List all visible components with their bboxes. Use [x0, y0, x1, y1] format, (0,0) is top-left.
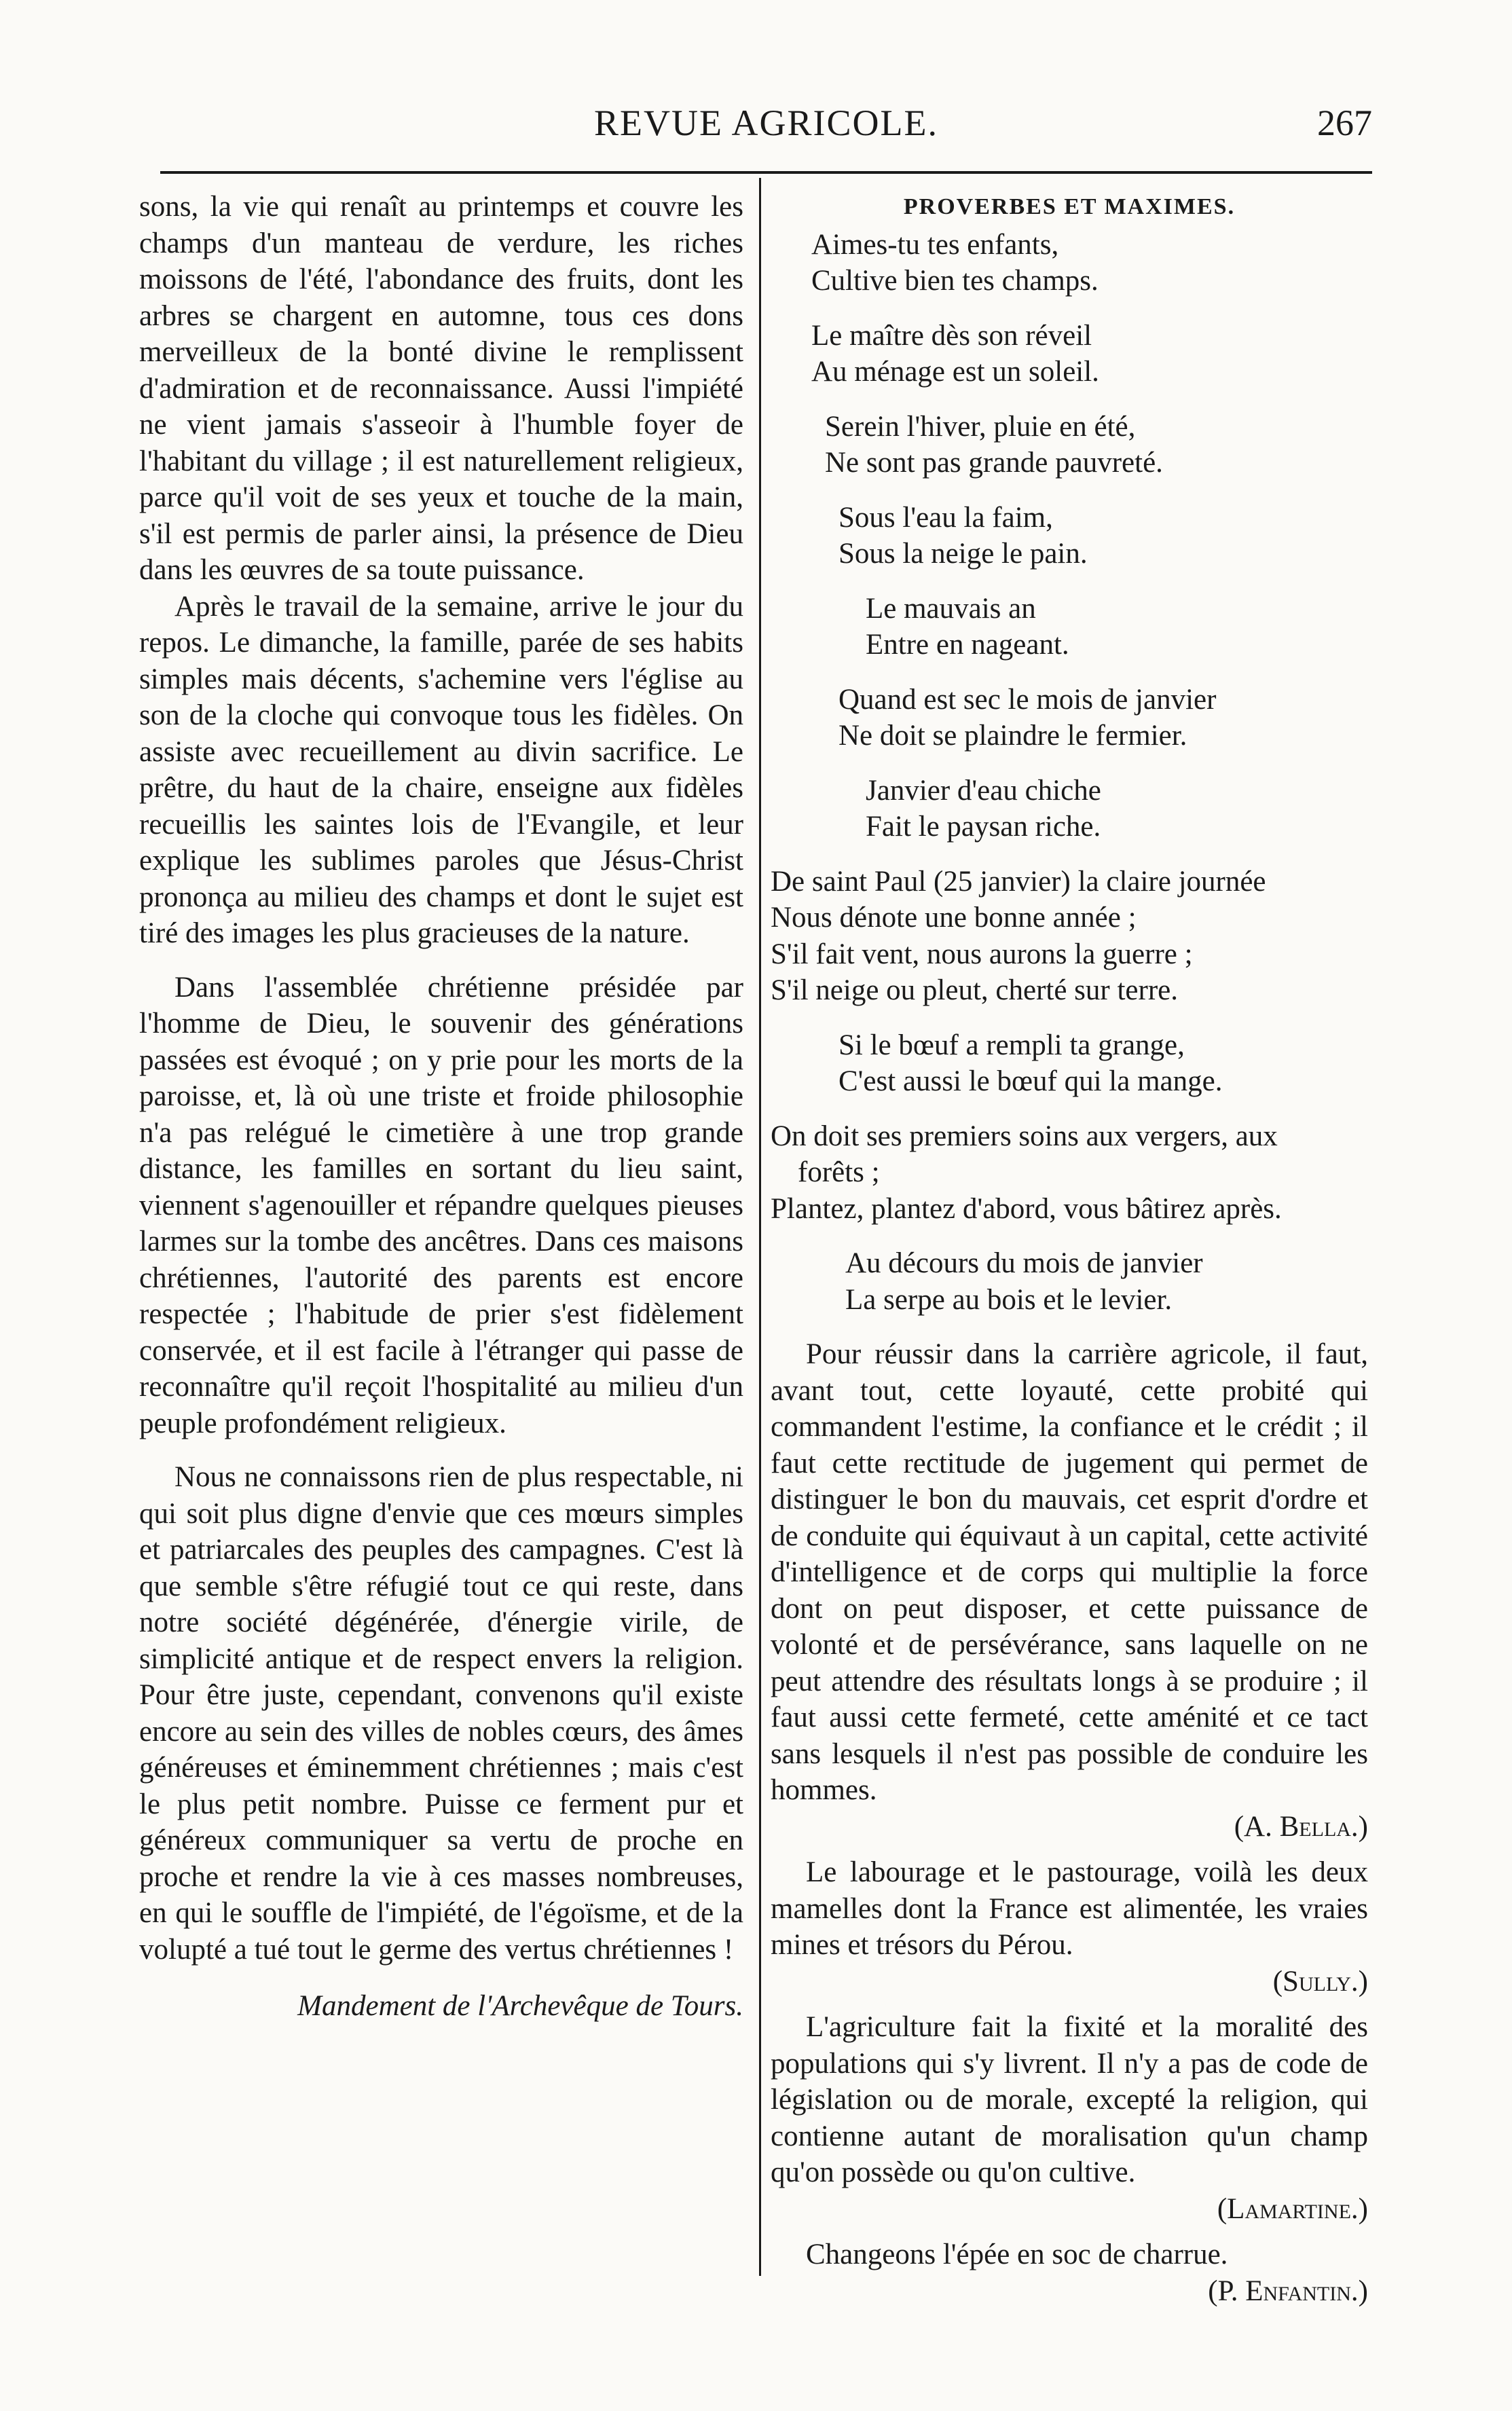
page-number: 267	[1317, 103, 1372, 143]
paragraph: Nous ne connaissons rien de plus respectable, ni qui soit plus digne d'envie que ces mœurs simples et patriarcales des peuples des campagnes. C'est là que semble s'être réfugié tout ce qui reste, dans notre société dégénérée, d'énergie virile, de simplicité antique et de respect envers la religion. Pour être juste, cependant, convenons qu'il existe encore au sein des villes de nobles cœurs, des âmes généreuses et éminemment chrétiennes ; mais c'est le plus petit nombre. Puisse ce ferment pur et généreux communiquer sa vertu de proche en proche et rendre la vie à ces masses nombreuses, en qui le souffle de l'impiété, de l'égoïsme, et de la volupté a tué tout le germe des vertus chrétiennes !	[139, 1461, 743, 1966]
proverb-line: Ne sont pas grande pauvreté.	[825, 447, 1163, 479]
proverb-line: S'il fait vent, nous aurons la guerre ;	[771, 938, 1193, 970]
proverb	[838, 682, 1368, 754]
proverb	[798, 500, 1368, 572]
paragraph: sons, la vie qui renaît au printemps et couvre les champs d'un manteau de verdure, les riches moissons de l'été, l'abondance des fruits, dont les arbres se chargent en automne, tous ces dons merveilleux de la bonté divine le remplissent d'admiration et de reconnaissance. Aussi l'impiété ne vient jamais s'asseoir à l'humble foyer de l'habitant du village ; il est naturellement religieux, parce qu'il voit de ses yeux et touche de la main, s'il est permis de parler ainsi, la présence de Dieu dans les œuvres de sa toute puissance.	[139, 191, 743, 586]
quote-author: (Sully.)	[1272, 1965, 1368, 1998]
left-column	[139, 189, 743, 2025]
quote	[771, 2237, 1368, 2309]
proverb-line: Plantez, plantez d'abord, vous bâtirez après.	[771, 1192, 1282, 1225]
proverb-line: Cultive bien tes champs.	[811, 265, 1099, 297]
quote-text: Le labourage et le pastourage, voilà les deux mamelles dont la France est alimentée, les vraies mines et trésors du Pérou.	[771, 1856, 1368, 1961]
quote	[771, 1854, 1368, 2000]
proverb-line: forêts ;	[798, 1156, 880, 1188]
proverb	[771, 1118, 1368, 1228]
paragraph: Dans l'assemblée chrétienne présidée par l'homme de Dieu, le souvenir des générations passées est évoqué ; on y prie pour les morts de la paroisse, et, là où une triste et froide philosophie n'a pas relégué le cimetière à une trop grande distance, les familles en sortant du lieu saint, viennent s'agenouiller et répandre quelques pieuses larmes sur la tombe des ancêtres. Dans ces maisons chrétiennes, l'autorité des parents est encore respectée ; l'habitude de prier s'est fidèlement conservée, et il est facile à l'étranger qui passe de reconnaître qu'il reçoit l'hospitalité au milieu d'un peuple profondément religieux.	[139, 971, 743, 1439]
proverb-line: Nous dénote une bonne année ;	[771, 902, 1137, 934]
section-heading: PROVERBES ET MAXIMES.	[903, 194, 1236, 219]
proverb-line: Aimes-tu tes enfants,	[811, 228, 1059, 261]
proverb-line: Entre en nageant.	[866, 629, 1069, 661]
header-rule	[160, 171, 1372, 174]
quote-text: L'agriculture fait la fixité et la moralité des populations qui s'y livrent. Il n'y a pas de code de législation ou de morale, excepté la religion, qui contienne autant de moralisation qu'un champ qu'on possède ou qu'on cultive.	[771, 2011, 1368, 2188]
proverb-line: Au décours du mois de janvier	[845, 1247, 1203, 1279]
proverb-line: Serein l'hiver, pluie en été,	[825, 410, 1136, 443]
proverb-line: On doit ses premiers soins aux vergers, aux	[771, 1120, 1278, 1152]
proverb	[750, 409, 1368, 481]
proverb-line: Le maître dès son réveil	[811, 319, 1092, 352]
proverb	[771, 1245, 1368, 1318]
proverb-line: Ne doit se plaindre le fermier.	[838, 720, 1187, 752]
proverb	[825, 773, 1368, 845]
proverb-line: Si le bœuf a rempli ta grange,	[838, 1029, 1185, 1061]
proverb-line: Au ménage est un soleil.	[811, 356, 1099, 388]
proverb-line: Le mauvais an	[866, 592, 1036, 625]
proverb-line: Quand est sec le mois de janvier	[838, 683, 1217, 716]
proverb-line: S'il neige ou pleut, cherté sur terre.	[771, 974, 1178, 1006]
quote-author: (Lamartine.)	[1217, 2192, 1368, 2225]
running-title: REVUE AGRICOLE.	[594, 103, 938, 143]
page-header	[160, 102, 1372, 163]
proverb	[764, 1027, 1368, 1100]
proverb-line: La serpe au bois et le levier.	[845, 1283, 1173, 1316]
quote-text: Pour réussir dans la carrière agricole, il faut, avant tout, cette loyauté, cette probité qui commandent l'estime, la confiance et le crédit ; il faut cette rectitude de jugement qui permet de distinguer le bon du mauvais, cet esprit d'ordre et de conduite qui équivaut à un capital, cette activité d'intelligence et de corps qui multiplie la force dont on peut disposer, et cette puissance de volonté et de persévérance, sans laquelle on ne peut attendre des résultats longs à se produire ; il faut aussi cette fermeté, cette aménité et ce tact sans lesquels il n'est pas possible de conduire les hommes.	[771, 1338, 1368, 1806]
paragraph: Après le travail de la semaine, arrive le jour du repos. Le dimanche, la famille, parée de ses habits simples mais décents, s'achemine vers l'église au son de la cloche qui convoque tous les fidèles. On assiste avec recueillement au divin sacrifice. Le prêtre, du haut de la chaire, enseigne aux fidèles recueillis les saintes lois de l'Evangile, et leur explique les sublimes paroles que Jésus-Christ prononça au milieu des champs et dont le sujet est tiré des images les plus gracieuses de la nature.	[139, 590, 743, 949]
proverb	[771, 227, 1368, 299]
proverb-line: Sous la neige le pain.	[838, 538, 1088, 570]
proverb-line: Fait le paysan riche.	[866, 811, 1101, 843]
proverb	[771, 318, 1368, 390]
signature: Mandement de l'Archevêque de Tours.	[297, 1990, 743, 2022]
quote	[771, 1336, 1368, 1845]
quote-author: (A. Bella.)	[1234, 1810, 1368, 1843]
right-column	[771, 189, 1368, 2319]
proverb-line: Janvier d'eau chiche	[866, 774, 1101, 807]
proverb	[791, 591, 1368, 663]
quote-text: Changeons l'épée en soc de charrue.	[806, 2239, 1228, 2270]
column-divider	[759, 178, 761, 2276]
proverb-line: Sous l'eau la faim,	[838, 501, 1053, 534]
quote-author: (P. Enfantin.)	[1208, 2275, 1368, 2307]
proverb-line: De saint Paul (25 janvier) la claire journée	[771, 865, 1266, 898]
proverb-line: C'est aussi le bœuf qui la mange.	[838, 1065, 1223, 1097]
quote	[771, 2009, 1368, 2227]
proverb	[771, 864, 1368, 1009]
